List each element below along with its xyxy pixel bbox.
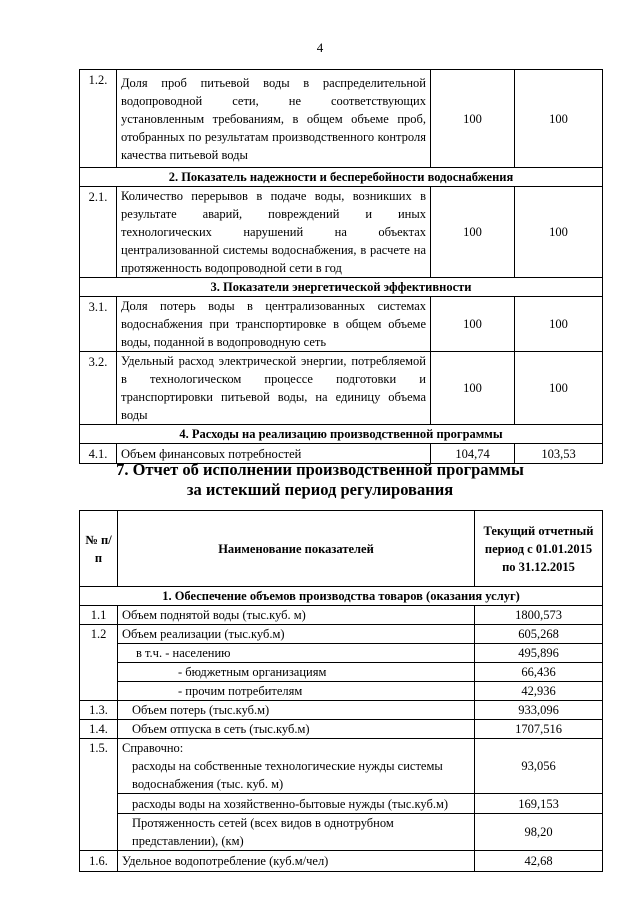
table-row — [80, 720, 603, 739]
table-row — [80, 352, 603, 425]
indicator-value-actual: 100 — [515, 187, 603, 278]
column-header-name: Наименование показателей — [118, 511, 475, 587]
row-number: 2.1. — [80, 187, 117, 278]
table-row — [80, 297, 603, 352]
indicator-name: расходы воды на хозяйственно-бытовые нужды (тыс.куб.м) — [118, 794, 475, 814]
table-row — [80, 606, 603, 625]
column-header-period: Текущий отчетный период с 01.01.2015 по 31.12.2015 — [475, 511, 603, 587]
section-heading: 1. Обеспечение объемов производства товаров (оказания услуг) — [80, 587, 603, 606]
section-row — [80, 168, 603, 187]
header-row — [80, 511, 603, 587]
indicator-value: 495,896 — [475, 644, 603, 663]
indicator-name: Удельное водопотребление (куб.м/чел) — [118, 851, 475, 872]
indicator-value-plan: 100 — [431, 187, 515, 278]
row-number — [80, 644, 118, 663]
indicator-name: - прочим потребителям — [118, 682, 475, 701]
indicator-value-plan: 100 — [431, 70, 515, 168]
row-number: 3.2. — [80, 352, 117, 425]
row-number: 1.6. — [80, 851, 118, 872]
section-heading: 4. Расходы на реализацию производственной программы — [80, 425, 603, 444]
row-number: 1.2 — [80, 625, 118, 644]
row-number — [80, 757, 118, 794]
indicator-name: Объем реализации (тыс.куб.м) — [118, 625, 475, 644]
indicator-value-actual: 100 — [515, 70, 603, 168]
indicator-value-plan: 104,74 — [431, 444, 515, 464]
indicator-value: 1800,573 — [475, 606, 603, 625]
table-row — [80, 644, 603, 663]
indicator-name: Объем поднятой воды (тыс.куб. м) — [118, 606, 475, 625]
column-header-number: № п/п — [80, 511, 118, 587]
table-row — [80, 70, 603, 168]
row-number — [80, 794, 118, 814]
table-row — [80, 701, 603, 720]
indicator-name: Объем отпуска в сеть (тыс.куб.м) — [118, 720, 475, 739]
indicator-name: Доля проб питьевой воды в распределительной водопроводной сети, не соответствующих установленным требованиям, в общем объеме проб, отобранных по результатам производственного контроля качества питьевой воды — [117, 70, 431, 168]
indicator-name: Справочно: — [118, 739, 475, 758]
page-number: 4 — [316, 40, 324, 55]
indicator-name: Доля потерь воды в централизованных системах водоснабжения при транспортировке в общем объеме воды, поданной в водопроводную сеть — [117, 297, 431, 352]
row-number: 1.1 — [80, 606, 118, 625]
row-number: 1.3. — [80, 701, 118, 720]
section-row — [80, 587, 603, 606]
table-row — [80, 625, 603, 644]
table-row — [80, 682, 603, 701]
indicator-name: Объем финансовых потребностей — [117, 444, 431, 464]
program-report-table — [79, 510, 603, 872]
indicator-name: в т.ч. - населению — [118, 644, 475, 663]
indicator-value-actual: 100 — [515, 297, 603, 352]
section-row — [80, 425, 603, 444]
indicator-name: Протяженность сетей (всех видов в однотрубном представлении), (км) — [118, 814, 475, 851]
table-row — [80, 739, 603, 758]
indicator-value-actual: 100 — [515, 352, 603, 425]
section-heading: 2. Показатель надежности и бесперебойности водоснабжения — [80, 168, 603, 187]
indicators-table — [79, 69, 603, 464]
indicator-value: 93,056 — [475, 739, 603, 794]
section-7-title-line2: за истекший период регулирования — [186, 480, 454, 499]
indicator-value: 42,68 — [475, 851, 603, 872]
row-number: 3.1. — [80, 297, 117, 352]
indicator-value: 169,153 — [475, 794, 603, 814]
row-number — [80, 814, 118, 851]
indicator-value: 605,268 — [475, 625, 603, 644]
row-number — [80, 682, 118, 701]
table-row — [80, 851, 603, 872]
table-row — [80, 663, 603, 682]
indicator-value: 933,096 — [475, 701, 603, 720]
indicator-value: 98,20 — [475, 814, 603, 851]
section-row — [80, 278, 603, 297]
row-number: 1.4. — [80, 720, 118, 739]
indicator-name: Количество перерывов в подаче воды, возникших в результате аварий, повреждений и иных технологических нарушений на объектах централизованной системы водоснабжения, в расчете на протяженность водопроводной сети в год — [117, 187, 431, 278]
indicator-value-plan: 100 — [431, 297, 515, 352]
section-7-title-line1: 7. Отчет об исполнении производственной программы — [116, 460, 524, 479]
row-number: 1.2. — [80, 70, 117, 168]
indicator-value: 42,936 — [475, 682, 603, 701]
indicator-name: Удельный расход электрической энергии, потребляемой в технологическом процессе подготовки и транспортировки питьевой воды, на единицу объема воды — [117, 352, 431, 425]
indicator-value: 1707,516 — [475, 720, 603, 739]
table-row — [80, 814, 603, 851]
indicator-name: Объем потерь (тыс.куб.м) — [118, 701, 475, 720]
indicator-value: 66,436 — [475, 663, 603, 682]
indicator-name: - бюджетным организациям — [118, 663, 475, 682]
row-number: 1.5. — [80, 739, 118, 758]
section-heading: 3. Показатели энергетической эффективности — [80, 278, 603, 297]
indicator-name: расходы на собственные технологические нужды системы водоснабжения (тыс. куб. м) — [118, 757, 475, 794]
row-number: 4.1. — [80, 444, 117, 464]
indicator-value-actual: 103,53 — [515, 444, 603, 464]
table-row — [80, 187, 603, 278]
indicator-value-plan: 100 — [431, 352, 515, 425]
table-row — [80, 794, 603, 814]
row-number — [80, 663, 118, 682]
